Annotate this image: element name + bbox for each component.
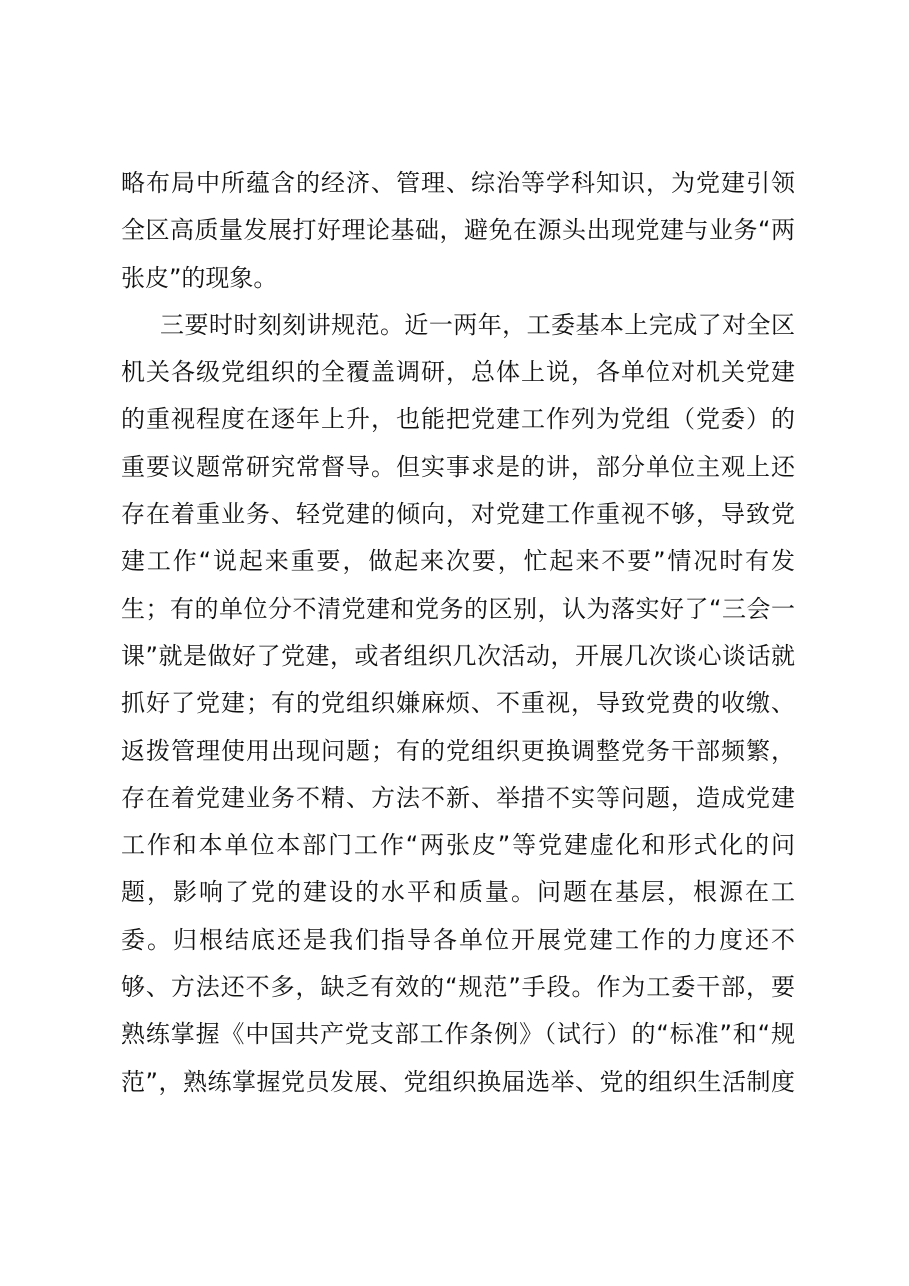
text-line: 返拨管理使用出现问题；有的党组织更换调整党务干部频繁， (121, 736, 795, 765)
text-line: 委。归根结底还是我们指导各单位开展党建工作的力度还不 (121, 925, 795, 954)
text-line: 范”，熟练掌握党员发展、党组织换届选举、党的组织生活制度 (121, 1067, 795, 1096)
text-line: 够、方法还不多，缺乏有效的“规范”手段。作为工委干部，要 (121, 973, 795, 1002)
text-line: 重要议题常研究常督导。但实事求是的讲，部分单位主观上还 (121, 452, 795, 481)
text-line: 的重视程度在逐年上升，也能把党建工作列为党组（党委）的 (121, 405, 795, 434)
text-line: 略布局中所蕴含的经济、管理、综治等学科知识，为党建引领 (121, 169, 795, 197)
text-line: 全区高质量发展打好理论基础，避免在源头出现党建与业务“两 (121, 216, 795, 245)
text-line: 课”就是做好了党建，或者组织几次活动，开展几次谈心谈话就 (121, 641, 795, 670)
text-line: 熟练掌握《中国共产党支部工作条例》（试行）的“标准”和“规 (121, 1020, 795, 1049)
text-line: 机关各级党组织的全覆盖调研，总体上说，各单位对机关党建 (121, 358, 795, 387)
text-line: 建工作“说起来重要，做起来次要，忙起来不要”情况时有发 (121, 547, 795, 576)
text-line: 张皮”的现象。 (121, 263, 278, 292)
paragraph-2 (121, 302, 795, 1106)
text-line: 抓好了党建；有的党组织嫌麻烦、不重视，导致党费的收缴、 (121, 689, 795, 718)
document-body (121, 160, 795, 1106)
text-line: 三要时时刻刻讲规范。近一两年，工委基本上完成了对全区 (160, 310, 795, 339)
text-line: 存在着重业务、轻党建的倾向，对党建工作重视不够，导致党 (121, 500, 795, 529)
text-line: 题，影响了党的建设的水平和质量。问题在基层，根源在工 (121, 878, 795, 907)
paragraph-1 (121, 160, 795, 302)
text-line: 工作和本单位本部门工作“两张皮”等党建虚化和形式化的问 (121, 831, 795, 860)
text-line: 存在着党建业务不精、方法不新、举措不实等问题，造成党建 (121, 783, 795, 812)
text-line: 生；有的单位分不清党建和党务的区别，认为落实好了“三会一 (121, 594, 795, 623)
